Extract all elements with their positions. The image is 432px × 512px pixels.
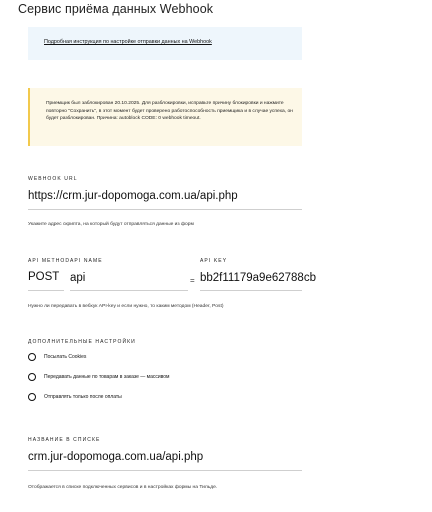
list-name-underline xyxy=(28,470,302,471)
extra-settings-label: ДОПОЛНИТЕЛЬНЫЕ НАСТРОЙКИ xyxy=(28,339,136,345)
webhook-url-underline xyxy=(28,209,302,210)
api-name-label: API NAME xyxy=(70,258,103,264)
api-method-underline xyxy=(28,290,64,291)
list-name-label: НАЗВАНИЕ В СПИСКЕ xyxy=(28,437,101,443)
option-label: Отправлять только после оплаты xyxy=(44,394,122,400)
instruction-panel xyxy=(28,27,302,60)
webhook-url-input[interactable]: https://crm.jur-dopomoga.com.ua/api.php xyxy=(28,190,238,202)
api-name-underline xyxy=(70,290,188,291)
webhook-url-hint: Укажите адрес скрипта, на который будут отправляться данные из форм xyxy=(28,222,194,227)
page-title: Сервис приёма данных Webhook xyxy=(18,2,214,16)
option-products-array[interactable] xyxy=(28,372,170,382)
radio-icon[interactable] xyxy=(28,393,36,401)
list-name-input[interactable]: crm.jur-dopomoga.com.ua/api.php xyxy=(28,451,204,463)
option-label: Передавать данные по товарам в заказе — массивом xyxy=(44,374,170,380)
api-hint: Нужно ли передавать в вебхук API-key и если нужно, то каким методом (Header, Post) xyxy=(28,304,224,309)
radio-icon[interactable] xyxy=(28,353,36,361)
api-name-input[interactable]: api xyxy=(70,272,86,284)
api-key-input[interactable]: bb2f11179a9e62788cb xyxy=(200,272,316,284)
api-equals-sign: = xyxy=(190,276,195,285)
api-method-label: API METHOD xyxy=(28,258,71,264)
api-key-underline xyxy=(200,290,302,291)
option-send-cookies[interactable] xyxy=(28,352,86,362)
api-method-select[interactable]: POST xyxy=(28,271,60,283)
webhook-url-label: WEBHOOK URL xyxy=(28,176,78,182)
api-key-label: API KEY xyxy=(200,258,228,264)
option-after-payment[interactable] xyxy=(28,392,122,402)
instruction-link[interactable]: Подробная инструкция по настройке отправки данных на Webhook xyxy=(44,39,212,45)
radio-icon[interactable] xyxy=(28,373,36,381)
list-name-hint: Отображается в списке подключенных сервисов и в настройках формы на Тильде. xyxy=(28,485,218,490)
option-label: Посылать Cookies xyxy=(44,354,87,360)
block-warning-text: Приемщик был заблокирован 20.10.2025. Для разблокировки, исправьте причину блокировки и нажмите повторно "Сохранить", в этот момент будет проверено работоспособность приемщика и в случае успеха, он будет разблокирован. Причина: autoblock CODE: 0 webhook timeout. xyxy=(46,101,293,122)
block-warning-panel xyxy=(28,88,302,146)
